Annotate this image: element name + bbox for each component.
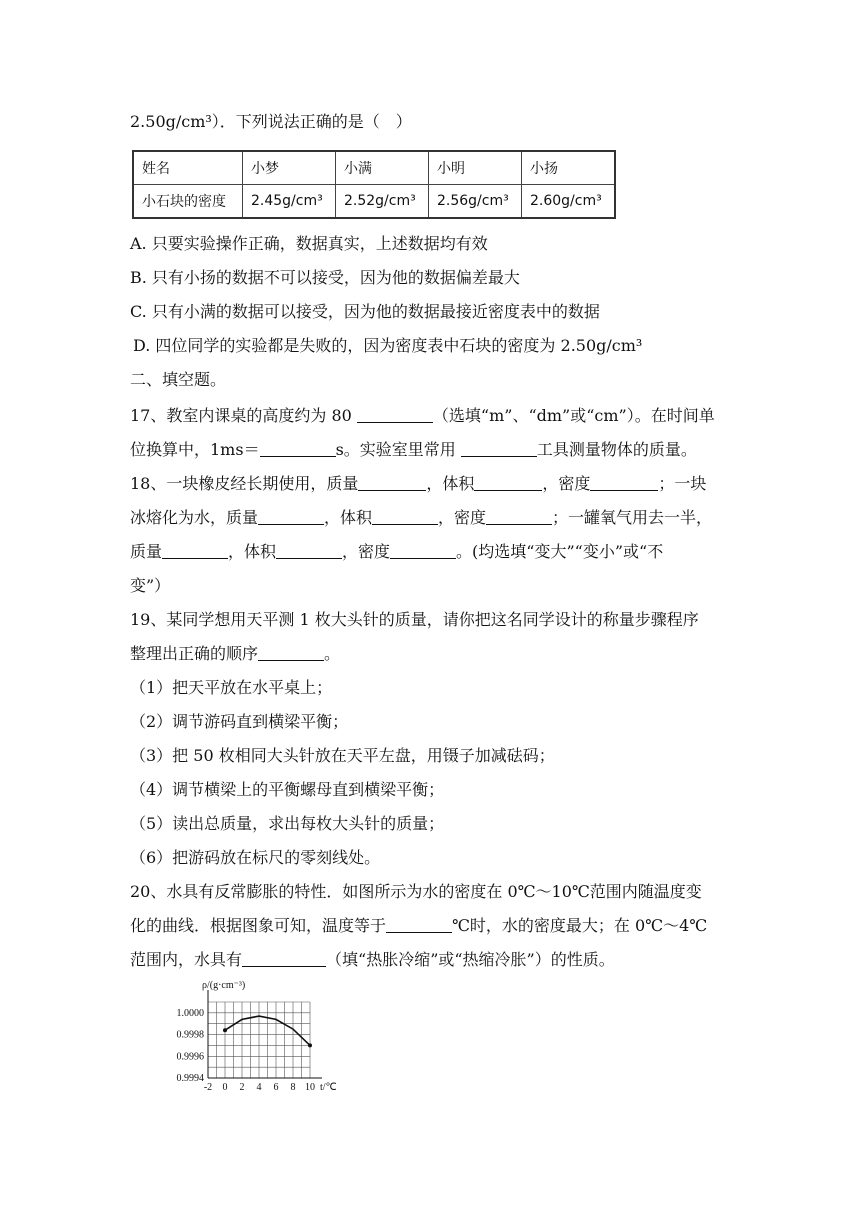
text: 。 [324,644,341,663]
q19-step-5: （5）读出总质量，求出每枚大头针的质量； [130,814,445,833]
answer-blank[interactable] [162,542,228,559]
text: ，密度 [542,474,591,493]
answer-blank[interactable] [358,474,426,491]
answer-blank[interactable] [260,440,336,457]
table-cell: 小满 [336,151,429,185]
x-tick-label: 0 [222,1082,228,1093]
data-point [308,1043,312,1047]
text: ；一块 [658,474,707,493]
text: 冰熔化为水，质量 [130,508,259,527]
section-title: 二、填空题。 [130,370,227,389]
text: 。(均选填“变大”“变小”或“不 [456,542,664,561]
q17-line1 [130,404,715,428]
x-axis-label: t/℃ [320,1082,337,1093]
table-cell: 小梦 [243,151,336,185]
table-cell: 2.45g/cm³ [243,185,336,219]
text: ，密度 [342,542,391,561]
text: ，体积 [324,508,373,527]
option-a: A. 只要实验操作正确，数据真实，上述数据均有效 [130,234,488,253]
option-c: C. 只有小满的数据可以接受，因为他的数据最接近密度表中的数据 [130,302,600,321]
text: 整理出正确的顺序 [130,644,259,663]
table-cell: 2.56g/cm³ [429,185,522,219]
data-point [223,1028,227,1032]
q19-step-3: （3）把 50 枚相同大头针放在天平左盘，用镊子加减砝码； [130,746,555,765]
q20-line2 [130,914,707,938]
text: 17、教室内课桌的高度约为 80 [130,406,357,425]
y-axis-label: ρ/(g·cm⁻³) [202,980,246,991]
text: 工具测量物体的质量。 [536,440,697,459]
text: ，密度 [438,508,487,527]
answer-blank[interactable] [474,474,542,491]
q19-step-2: （2）调节游码直到横梁平衡； [130,712,349,731]
text: 位换算中，1ms＝ [130,440,260,459]
answer-blank[interactable] [386,916,452,933]
x-tick-label: 4 [256,1082,262,1093]
answer-blank[interactable] [390,542,456,559]
q17-line2 [130,438,697,462]
table-cell: 小扬 [522,151,616,185]
table-cell: 2.60g/cm³ [522,185,616,219]
x-tick-label: 2 [239,1082,245,1093]
density-temperature-chart [150,980,340,1095]
text: 范围内，水具有 [130,950,243,969]
table-row [133,185,615,219]
answer-blank[interactable] [590,474,658,491]
answer-blank[interactable] [276,542,342,559]
q19-step-4: （4）调节横梁上的平衡螺母直到横梁平衡； [130,780,445,799]
text: ℃时，水的密度最大；在 0℃～4℃ [452,916,708,935]
y-tick-label: 0.9994 [176,1073,204,1084]
x-tick-label: 6 [273,1082,279,1093]
q19-line1: 19、某同学想用天平测 1 枚大头针的质量，请你把这名同学设计的称量步骤程序 [130,610,699,629]
y-tick-label: 1.0000 [176,1007,204,1019]
q19-step-6: （6）把游码放在标尺的零刻线处。 [130,848,381,867]
text: 质量 [130,542,163,561]
table-cell: 2.52g/cm³ [336,185,429,219]
q18-line4: 变”） [130,576,171,595]
q20-line3 [130,948,615,972]
answer-blank[interactable] [486,508,552,525]
text: 18、一块橡皮经长期使用，质量 [130,474,359,493]
q20-line1: 20、水具有反常膨胀的特性．如图所示为水的密度在 0℃～10℃范围内随温度变 [130,882,702,901]
text: ，体积 [228,542,277,561]
table-header-row [133,151,615,185]
y-tick-label: 0.9996 [176,1051,204,1063]
option-b: B. 只有小扬的数据不可以接受，因为他的数据偏差最大 [130,268,520,287]
text: s。实验室里常用 [335,440,461,459]
text: ；一罐氧气用去一半， [552,508,713,527]
q18-line2 [130,506,712,530]
table-cell: 姓名 [133,151,243,185]
answer-blank[interactable] [258,508,324,525]
table-cell: 小石块的密度 [133,185,243,219]
table-cell: 小明 [429,151,522,185]
intro-line: 2.50g/cm³）．下列说法正确的是（ ） [130,112,412,131]
option-d: D. 四位同学的实验都是失败的，因为密度表中石块的密度为 2.50g/cm³ [133,336,643,355]
text: ，体积 [426,474,475,493]
density-table [132,150,616,219]
text: （选填“m”、“dm”或“cm”）。在时间单 [432,406,715,425]
x-tick-label: -2 [203,1082,213,1093]
answer-blank[interactable] [372,508,438,525]
answer-blank[interactable] [461,440,537,457]
y-tick-label: 0.9998 [176,1029,204,1041]
answer-blank[interactable] [357,406,433,423]
answer-blank[interactable] [258,644,324,661]
q18-line3 [130,540,663,564]
text: （填“热胀冷缩”或“热缩冷胀”）的性质。 [326,950,615,969]
q18-line1 [130,472,706,496]
x-tick-label: 8 [290,1082,296,1093]
q19-line2 [130,642,340,666]
text: 化的曲线．根据图象可知，温度等于 [130,916,387,935]
answer-blank[interactable] [242,950,326,967]
x-tick-label: 10 [305,1082,315,1093]
q19-step-1: （1）把天平放在水平桌上； [130,678,333,697]
